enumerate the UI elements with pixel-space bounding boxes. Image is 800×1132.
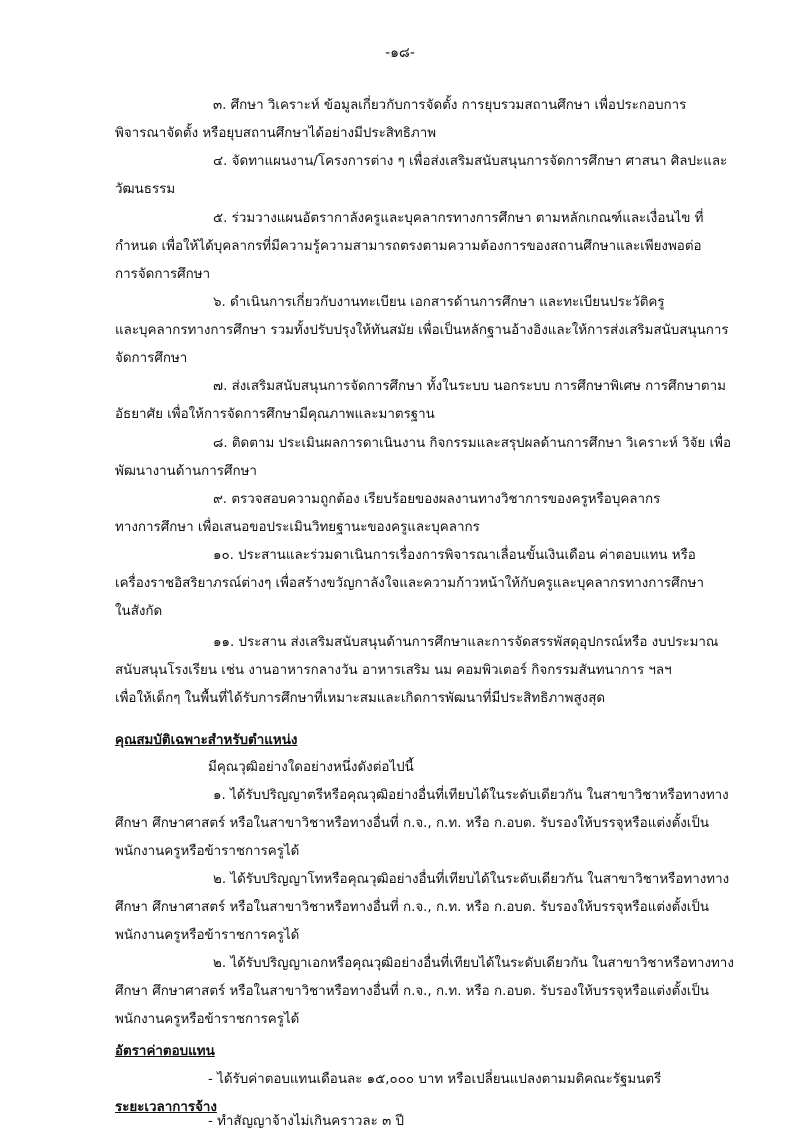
duty-4-line-2: วัฒนธรรม: [115, 182, 176, 197]
qualification-2-line-2: ศึกษา ศึกษาศาสตร์ หรือในสาขาวิชาหรือทางอื่นที่ ก.จ., ก.ท. หรือ ก.อบต. รับรองให้บรรจุหรือแต่งตั้งเป็น: [115, 900, 710, 915]
duty-10-line-2: เครื่องราชอิสริยาภรณ์ต่างๆ เพื่อสร้างขวัญกาลังใจและความก้าวหน้าให้กับครูและบุคลากรทางการศึกษา: [115, 576, 705, 591]
duty-11-line-3: เพื่อให้เด็กๆ ในพื้นที่ได้รับการศึกษาที่เหมาะสมและเกิดการพัฒนาที่มีประสิทธิภาพสูงสุด: [115, 691, 606, 706]
compensation-item: - ได้รับค่าตอบแทนเดือนละ ๑๕,๐๐๐ บาท หรือเปลี่ยนแปลงตามมติคณะรัฐมนตรี: [208, 1072, 662, 1087]
qualifications-intro: มีคุณวุฒิอย่างใดอย่างหนึ่งดังต่อไปนี้: [208, 760, 414, 775]
qualification-1-line-3: พนักงานครูหรือข้าราชการครูได้: [115, 844, 300, 859]
duty-10-line-3: ในสังกัด: [115, 604, 163, 619]
duty-11-line-1: ๑๑. ประสาน ส่งเสริมสนับสนุนด้านการศึกษาและการจัดสรรพัสดุอุปกรณ์หรือ งบประมาณ: [213, 635, 719, 650]
duty-5-line-3: การจัดการศึกษา: [115, 267, 211, 282]
qualifications-heading: คุณสมบัติเฉพาะสำหรับตำแหน่ง: [115, 733, 298, 748]
duty-6-line-1: ๖. ดำเนินการเกี่ยวกับงานทะเบียน เอกสารด้านการศึกษา และทะเบียนประวัติครู: [213, 295, 665, 310]
qualification-2-line-3: พนักงานครูหรือข้าราชการครูได้: [115, 928, 300, 943]
duty-3-line-2: พิจารณาจัดตั้ง หรือยุบสถานศึกษาได้อย่างมีประสิทธิภาพ: [115, 126, 437, 141]
duty-9-line-1: ๙. ตรวจสอบความถูกต้อง เรียบร้อยของผลงานทางวิชาการของครูหรือบุคลากร: [213, 492, 661, 507]
qualification-3-line-2: ศึกษา ศึกษาศาสตร์ หรือในสาขาวิชาหรือทางอื่นที่ ก.จ., ก.ท. หรือ ก.อบต. รับรองให้บรรจุหรือแต่งตั้งเป็น: [115, 984, 710, 999]
duty-5-line-1: ๕. ร่วมวางแผนอัตรากาลังครูและบุคลากรทางการศึกษา ตามหลักเกณฑ์และเงื่อนไข ที่: [213, 211, 704, 226]
duty-10-line-1: ๑๐. ประสานและร่วมดาเนินการเรื่องการพิจารณาเลื่อนขั้นเงินเดือน ค่าตอบแทน หรือ: [213, 548, 696, 563]
duty-6-line-3: จัดการศึกษา: [115, 351, 188, 366]
qualification-1-line-1: ๑. ได้รับปริญญาตรีหรือคุณวุฒิอย่างอื่นที่เทียบได้ในระดับเดียวกัน ในสาขาวิชาหรือทางทาง: [213, 788, 729, 803]
duty-8-line-1: ๘. ติดตาม ประเมินผลการดาเนินงาน กิจกรรมและสรุปผลด้านการศึกษา วิเคราะห์ วิจัย เพื่อ: [213, 436, 731, 451]
employment-period-item: - ทำสัญญาจ้างไม่เกินคราวละ ๓ ปี: [208, 1114, 405, 1129]
duty-6-line-2: และบุคลากรทางการศึกษา รวมทั้งปรับปรุงให้ทันสมัย เพื่อเป็นหลักฐานอ้างอิงและให้การส่งเสริมสนับสนุนการ: [115, 323, 729, 338]
qualification-2-line-1: ๒. ได้รับปริญญาโทหรือคุณวุฒิอย่างอื่นที่เทียบได้ในระดับเดียวกัน ในสาขาวิชาหรือทางทาง: [213, 872, 730, 887]
duty-8-line-2: พัฒนางานด้านการศึกษา: [115, 464, 257, 479]
duty-3-line-1: ๓. ศึกษา วิเคราะห์ ข้อมูลเกี่ยวกับการจัดตั้ง การยุบรวมสถานศึกษา เพื่อประกอบการ: [213, 98, 687, 113]
page-number: -๑๘-: [385, 45, 415, 61]
duty-7-line-2: อัธยาศัย เพื่อให้การจัดการศึกษามีคุณภาพและมาตรฐาน: [115, 407, 435, 422]
duty-9-line-2: ทางการศึกษา เพื่อเสนอขอประเมินวิทยฐานะของครูและบุคลากร: [115, 520, 480, 535]
duty-5-line-2: กำหนด เพื่อให้ได้บุคลากรที่มีความรู้ความสามารถตรงตามความต้องการของสถานศึกษาและเพียงพอต่อ: [115, 239, 702, 254]
duty-7-line-1: ๗. ส่งเสริมสนับสนุนการจัดการศึกษา ทั้งในระบบ นอกระบบ การศึกษาพิเศษ การศึกษาตาม: [213, 379, 726, 394]
duty-11-line-2: สนับสนุนโรงเรียน เช่น งานอาหารกลางวัน อาหารเสริม นม คอมพิวเตอร์ กิจกรรมสันทนาการ ฯลฯ: [115, 663, 672, 678]
duty-4-line-1: ๔. จัดทาแผนงาน/โครงการต่าง ๆ เพื่อส่งเสริมสนับสนุนการจัดการศึกษา ศาสนา ศิลปะและ: [213, 154, 728, 169]
qualification-3-line-1: ๒. ได้รับปริญญาเอกหรือคุณวุฒิอย่างอื่นที่เทียบได้ในระดับเดียวกัน ในสาขาวิชาหรือทางทาง: [213, 956, 734, 971]
qualification-3-line-3: พนักงานครูหรือข้าราชการครูได้: [115, 1012, 300, 1027]
employment-period-heading: ระยะเวลาการจ้าง: [115, 1100, 217, 1115]
compensation-heading: อัตราค่าตอบแทน: [115, 1044, 215, 1059]
qualification-1-line-2: ศึกษา ศึกษาศาสตร์ หรือในสาขาวิชาหรือทางอื่นที่ ก.จ., ก.ท. หรือ ก.อบต. รับรองให้บรรจุหรือแต่งตั้งเป็น: [115, 816, 710, 831]
